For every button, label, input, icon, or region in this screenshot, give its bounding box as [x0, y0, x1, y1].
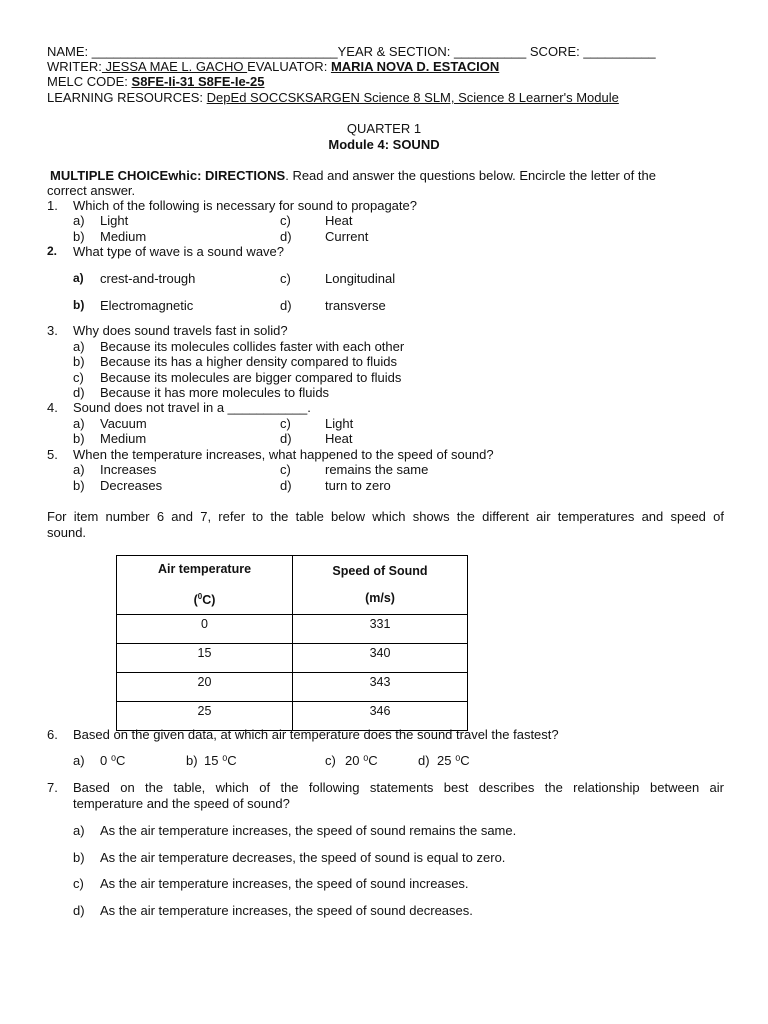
- question-number: 2.: [47, 244, 58, 258]
- option-text: As the air temperature decreases, the speed of sound is equal to zero.: [100, 850, 506, 865]
- option-letter[interactable]: b): [186, 753, 198, 768]
- module-title: Module 4: SOUND: [328, 137, 440, 152]
- question-text: Sound does not travel in a ___________.: [73, 400, 311, 415]
- table-cell: 340: [293, 644, 468, 673]
- option-letter[interactable]: a): [73, 339, 85, 354]
- table-row: [117, 673, 468, 702]
- question-number: 7.: [47, 780, 58, 795]
- col-air-temperature: [117, 556, 293, 615]
- question-text: Which of the following is necessary for sound to propagate?: [73, 198, 417, 213]
- option-letter[interactable]: c): [73, 370, 84, 385]
- option-letter[interactable]: a): [73, 416, 85, 431]
- question-number: 1.: [47, 198, 58, 213]
- option-text: Because its has a higher density compared to fluids: [100, 354, 398, 369]
- table-cell: 15: [117, 644, 293, 673]
- option-letter[interactable]: c): [73, 876, 84, 891]
- melc-line: [47, 74, 264, 89]
- option-letter[interactable]: d): [280, 478, 292, 493]
- option-text: Because it has more molecules to fluids: [100, 385, 330, 400]
- option-text: Electromagnetic: [100, 298, 194, 313]
- resources-value: DepEd SOCCSKSARGEN Science 8 SLM, Science 8 Learner's Module: [206, 90, 619, 105]
- option-text: Heat: [325, 431, 353, 446]
- table-intro: For item number 6 and 7, refer to the table below which shows the different air temperatures and speed of: [47, 509, 724, 524]
- option-letter[interactable]: a): [73, 823, 85, 838]
- question-text: When the temperature increases, what happened to the speed of sound?: [73, 447, 494, 462]
- option-text: As the air temperature increases, the speed of sound decreases.: [100, 903, 473, 918]
- option-letter[interactable]: b): [73, 298, 85, 312]
- option-text: Because its molecules collides faster with each other: [100, 339, 405, 354]
- directions-text: . Read and answer the questions below. Encircle the letter of the: [285, 168, 656, 183]
- question-number: 4.: [47, 400, 58, 415]
- table-cell: 331: [293, 615, 468, 644]
- option-text: Heat: [325, 213, 353, 228]
- option-text: Vacuum: [100, 416, 147, 431]
- option-text: Current: [325, 229, 369, 244]
- option-letter[interactable]: b): [73, 354, 85, 369]
- option-letter[interactable]: a): [73, 271, 84, 285]
- score-blank[interactable]: __________: [583, 44, 656, 59]
- question-text: Why does sound travels fast in solid?: [73, 323, 288, 338]
- option-text: 15 ⁰C: [204, 753, 237, 768]
- option-letter[interactable]: d): [418, 753, 430, 768]
- option-letter[interactable]: b): [73, 431, 85, 446]
- directions-heading: MULTIPLE CHOICEwhic: DIRECTIONS: [50, 168, 286, 183]
- question-text: Based on the given data, at which air temperature does the sound travel the fastest?: [73, 727, 559, 742]
- option-text: Increases: [100, 462, 157, 477]
- score-label: SCORE:: [529, 44, 580, 59]
- option-text: crest-and-trough: [100, 271, 196, 286]
- table-cell: 0: [117, 615, 293, 644]
- table-cell: 343: [293, 673, 468, 702]
- name-label: NAME:: [47, 44, 89, 59]
- question-text: Based on the table, which of the following statements best describes the relationship between air: [73, 780, 724, 795]
- option-text: 0 ⁰C: [100, 753, 126, 768]
- option-letter[interactable]: c): [280, 213, 291, 228]
- option-letter[interactable]: d): [280, 431, 292, 446]
- option-letter[interactable]: b): [73, 478, 85, 493]
- col-air-temperature-unit: ($^0$C): [193, 592, 216, 608]
- col-speed-of-sound: [293, 556, 468, 615]
- quarter-title: QUARTER 1: [346, 121, 422, 136]
- table-cell: 346: [293, 702, 468, 731]
- temperature-speed-table: [116, 555, 468, 731]
- option-text: Because its molecules are bigger compared to fluids: [100, 370, 402, 385]
- option-text: 25 ⁰C: [437, 753, 470, 768]
- question-text: What type of wave is a sound wave?: [73, 244, 285, 259]
- option-text: As the air temperature increases, the speed of sound increases.: [100, 876, 469, 891]
- option-text: Light: [325, 416, 354, 431]
- question-text-cont: temperature and the speed of sound?: [73, 796, 290, 811]
- writer-name: JESSA MAE L. GACHO: [101, 59, 248, 74]
- option-letter[interactable]: b): [73, 850, 85, 865]
- name-line: [47, 44, 656, 59]
- writer-line: [47, 59, 499, 74]
- evaluator-label: EVALUATOR:: [247, 59, 328, 74]
- option-text: 20 ⁰C: [345, 753, 378, 768]
- question-number: 5.: [47, 447, 58, 462]
- option-letter[interactable]: d): [73, 385, 85, 400]
- question-number: 3.: [47, 323, 58, 338]
- option-text: Light: [100, 213, 129, 228]
- table-intro-cont: sound.: [47, 525, 87, 540]
- option-text: transverse: [325, 298, 386, 313]
- col-speed-title: Speed of Sound: [332, 564, 428, 579]
- option-letter[interactable]: c): [325, 753, 336, 768]
- col-speed-unit: (m/s): [365, 591, 395, 606]
- question-number: 6.: [47, 727, 58, 742]
- option-text: remains the same: [325, 462, 429, 477]
- melc-code: S8FE-Ii-31 S8FE-Ie-25: [131, 74, 265, 89]
- year-blank[interactable]: __________: [453, 44, 527, 59]
- option-letter[interactable]: d): [280, 229, 292, 244]
- evaluator-name: MARIA NOVA D. ESTACION: [330, 59, 500, 74]
- option-text: Longitudinal: [325, 271, 396, 286]
- option-letter[interactable]: a): [73, 213, 85, 228]
- option-letter[interactable]: c): [280, 271, 291, 286]
- col-air-temperature-title: Air temperature: [157, 562, 252, 576]
- table-row: [117, 615, 468, 644]
- name-blank[interactable]: __________________________________: [91, 44, 338, 59]
- option-letter[interactable]: b): [73, 229, 85, 244]
- option-letter[interactable]: d): [73, 903, 85, 918]
- directions-line2: correct answer.: [47, 183, 136, 198]
- option-letter[interactable]: d): [280, 298, 292, 313]
- option-text: Decreases: [100, 478, 163, 493]
- option-letter[interactable]: c): [280, 462, 291, 477]
- year-label: YEAR & SECTION:: [337, 44, 451, 59]
- option-text: Medium: [100, 229, 147, 244]
- directions: [50, 168, 656, 183]
- table-cell: 25: [117, 702, 293, 731]
- option-letter[interactable]: a): [73, 462, 85, 477]
- resources-label: LEARNING RESOURCES:: [47, 90, 204, 105]
- option-letter[interactable]: a): [73, 753, 85, 768]
- option-text: turn to zero: [325, 478, 391, 493]
- option-text: Medium: [100, 431, 147, 446]
- writer-label: WRITER:: [47, 59, 102, 74]
- table-row: [117, 644, 468, 673]
- option-text: As the air temperature increases, the speed of sound remains the same.: [100, 823, 517, 838]
- melc-label: MELC CODE:: [47, 74, 128, 89]
- table-header-row: [117, 556, 468, 615]
- option-letter[interactable]: c): [280, 416, 291, 431]
- table-cell: 20: [117, 673, 293, 702]
- resources-line: [47, 90, 619, 105]
